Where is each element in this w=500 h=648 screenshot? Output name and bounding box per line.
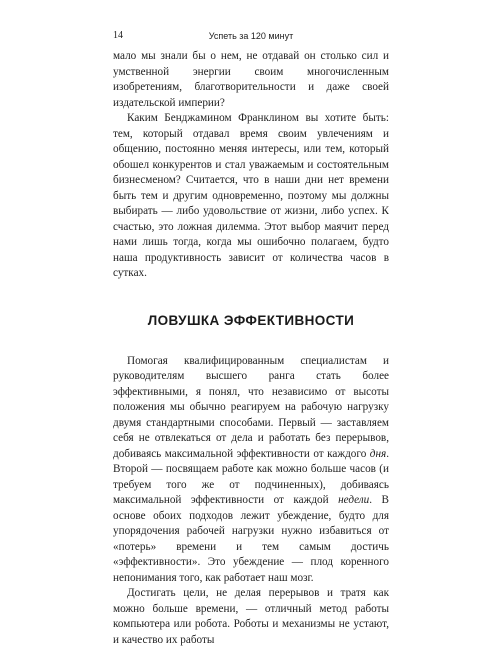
book-title: Успеть за 120 минут [208, 31, 294, 41]
paragraph-3-text-1: Помогая квалифицированным специалистам и руководителям высшего ранга стать более эффективными, я понял, что независимо от высоты положения мы обычно реагируем на рабочую нагрузку двумя стандартными способами. Первый — заставляем себя не отвлекаться от дела и работать без перерывов, добиваясь максимальной эффективности от каждого [113, 354, 389, 460]
paragraph-3 [113, 354, 389, 587]
paragraph-2: Каким Бенджамином Франклином вы хотите быть: тем, который отдавал время своим увлечениям и общению, постоянно меняя интересы, или тем, который обошел конкурентов и стал уважаемым и состоятельным бизнесменом? Считается, что в наши дни нет времени быть тем и другим одновременно, поэтому мы должны выбирать — либо удовольствие от жизни, либо успех. К счастью, это ложная дилемма. Этот выбор маячит перед нами лишь тогда, когда мы ошибочно полагаем, будто наша продуктивность зависит от количества часов в сутках. [113, 112, 389, 279]
page-number: 14 [113, 30, 123, 41]
running-head [113, 29, 389, 43]
paragraph-3-text-3: . В основе обоих подходов лежит убеждение, будто для упорядочения рабочей нагрузки нужно избавиться от «потерь» времени и тем самым достичь «эффективности». Это убеждение — плод коренного непонимания того, как работает наш мозг. [113, 494, 389, 584]
paragraph-3-text-2: . Второй — посвящаем работе как можно больше часов (и требуем того же от подчиненных), добиваясь максимальной эффективности от каждой [113, 447, 389, 506]
emphasis-week: недели [338, 494, 370, 506]
text-block [113, 49, 389, 648]
section-heading: ЛОВУШКА ЭФФЕКТИВНОСТИ [147, 312, 355, 328]
paragraph-4: Достигать цели, не делая перерывов и тратя как можно больше времени, — отличный метод работы компьютера или робота. Роботы и механизмы не устают, и качество их работы [113, 587, 389, 646]
paragraph-1: мало мы знали бы о нем, не отдавай он столько сил и умственной энергии своим многочисленным изобретениям, благотворительности и даже своей издательской империи? [113, 50, 389, 109]
emphasis-day: дня [369, 447, 387, 460]
